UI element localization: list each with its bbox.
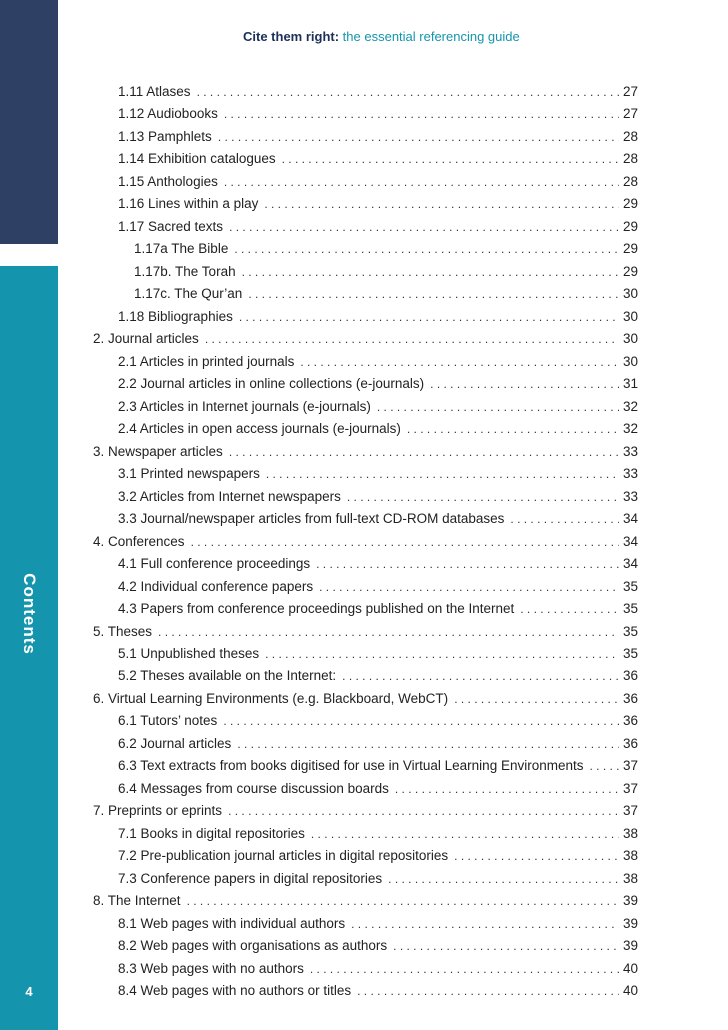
toc-entry[interactable] [118,421,638,444]
toc-entry-page: 35 [622,623,638,639]
toc-entry-page: 36 [622,668,638,684]
toc-entry-page: 30 [622,331,638,347]
toc-entry-page: 30 [622,308,638,324]
toc-entry-title: 8.1 Web pages with individual authors [118,915,346,931]
toc-entry[interactable] [118,354,638,377]
toc-entry[interactable] [118,736,638,759]
toc-entry-title: 5. Theses [93,623,153,639]
toc-entry-page: 27 [622,84,638,99]
page-number: 4 [25,984,33,999]
toc-entry-page: 30 [622,353,638,369]
dot-leader [242,265,619,279]
toc-entry-title: 1.17b. The Torah [134,263,236,279]
toc-entry-page: 29 [622,241,638,257]
dot-leader [228,804,619,818]
toc-entry-page: 34 [622,511,638,527]
toc-entry[interactable] [118,399,638,422]
toc-entry[interactable] [93,893,638,916]
toc-entry[interactable] [118,106,638,129]
toc-entry-page: 33 [622,466,638,482]
toc-entry-title: 4.3 Papers from conference proceedings published on the Internet [118,601,515,617]
toc-entry-page: 34 [622,556,638,572]
dot-leader [393,939,619,953]
dot-leader [316,557,619,571]
toc-entry-page: 28 [622,128,638,144]
toc-entry[interactable] [118,556,638,579]
toc-entry-page: 36 [622,735,638,751]
dot-leader [347,490,619,504]
toc-entry-page: 35 [622,601,638,617]
toc-entry[interactable] [118,309,638,332]
toc-entry[interactable] [118,84,638,107]
toc-entry[interactable] [118,758,638,781]
dot-leader [311,827,619,841]
toc-entry-title: 4.1 Full conference proceedings [118,556,311,572]
toc-entry-page: 29 [622,218,638,234]
toc-entry-title: 3. Newspaper articles [93,443,223,459]
dot-leader [264,197,619,211]
toc-entry-page: 37 [622,780,638,796]
toc-entry[interactable] [93,331,638,354]
toc-entry[interactable] [118,916,638,939]
toc-entry[interactable] [118,713,638,736]
dot-leader [158,625,619,639]
dot-leader [342,669,619,683]
dot-leader [520,602,619,616]
toc-entry[interactable] [118,579,638,602]
running-header-subtitle: the essential referencing guide [339,29,520,44]
dot-leader [239,310,619,324]
toc-entry-title: 3.1 Printed newspapers [118,466,260,482]
toc-entry-page: 27 [622,106,638,122]
dot-leader [590,759,619,773]
toc-entry-title: 1.17a The Bible [134,241,229,257]
dot-leader [187,894,619,908]
toc-entry-title: 1.15 Anthologies [118,173,218,189]
toc-entry-title: 2. Journal articles [93,331,199,347]
dot-leader [224,107,619,121]
toc-entry[interactable] [118,961,638,984]
toc-entry-page: 40 [622,983,638,999]
dot-leader [191,535,619,549]
toc-entry[interactable] [118,376,638,399]
dot-leader [388,872,619,886]
toc-entry-title: 2.1 Articles in printed journals [118,353,295,369]
toc-entry-title: 3.3 Journal/newspaper articles from full-text CD-ROM databases [118,511,505,527]
toc-entry-page: 37 [622,758,638,774]
toc-entry-title: 8.2 Web pages with organisations as authors [118,938,388,954]
toc-entry[interactable] [93,691,638,714]
dot-leader [223,714,619,728]
dot-leader [510,512,619,526]
toc-entry[interactable] [118,848,638,871]
toc-entry-page: 38 [622,825,638,841]
toc-entry-title: 4.2 Individual conference papers [118,578,314,594]
toc-entry[interactable] [118,129,638,152]
toc-entry-page: 28 [622,151,638,167]
toc-entry-page: 37 [622,803,638,819]
dot-leader [319,580,619,594]
dot-leader [197,85,619,99]
toc-entry-title: 1.12 Audiobooks [118,106,218,122]
toc-entry[interactable] [134,264,638,287]
toc-entry[interactable] [93,803,638,826]
toc-entry-title: 1.16 Lines within a play [118,196,259,212]
toc-entry-page: 38 [622,848,638,864]
toc-entry-page: 39 [622,915,638,931]
section-label: Contents [20,573,39,655]
toc-entry-title: 6.4 Messages from course discussion boards [118,780,389,796]
toc-entry[interactable] [118,219,638,242]
dot-leader [377,400,619,414]
toc-entry[interactable] [93,534,638,557]
toc-entry-title: 7. Preprints or eprints [93,803,223,819]
dot-leader [248,287,619,301]
toc-entry-title: 7.2 Pre-publication journal articles in digital repositories [118,848,449,864]
dot-leader [454,692,619,706]
toc-entry-title: 7.1 Books in digital repositories [118,825,305,841]
toc-entry-page: 33 [622,488,638,504]
dot-leader [205,332,619,346]
toc-entry[interactable] [118,601,638,624]
toc-entry[interactable] [93,624,638,647]
toc-entry-title: 1.13 Pamphlets [118,128,212,144]
toc-entry-page: 29 [622,263,638,279]
toc-entry-title: 1.14 Exhibition catalogues [118,151,276,167]
dot-leader [351,917,619,931]
toc-entry[interactable] [93,444,638,467]
toc-entry-page: 30 [622,286,638,302]
dot-leader [310,962,619,976]
toc-entry[interactable] [118,196,638,219]
toc-entry-title: 5.1 Unpublished theses [118,646,260,661]
toc-entry-title: 3.2 Articles from Internet newspapers [118,488,341,504]
toc-entry-page: 29 [622,196,638,212]
toc-entry-title: 5.2 Theses available on the Internet: [118,668,337,684]
toc-entry-page: 32 [622,421,638,437]
toc-entry-title: 6.2 Journal articles [118,735,232,751]
dot-leader [430,377,619,391]
toc-entry-page: 39 [622,938,638,954]
toc-entry-title: 1.17c. The Qur’an [134,286,243,302]
toc-entry-title: 7.3 Conference papers in digital repositories [118,870,383,886]
toc-entry-title: 2.3 Articles in Internet journals (e-journals) [118,398,371,414]
toc-entry-title: 1.17 Sacred texts [118,218,224,234]
toc-entry-page: 33 [622,443,638,459]
toc-entry-title: 8.3 Web pages with no authors [118,960,304,976]
toc-entry-page: 35 [622,646,638,661]
toc-entry[interactable] [118,174,638,197]
dot-leader [357,984,619,998]
dot-leader [229,220,619,234]
toc-entry[interactable] [134,286,638,309]
dot-leader [454,849,619,863]
toc-entry[interactable] [134,241,638,264]
toc-entry[interactable] [118,489,638,512]
toc-entry-title: 4. Conferences [93,533,185,549]
toc-entry[interactable] [118,466,638,489]
toc-entry-page: 35 [622,578,638,594]
toc-entry-page: 39 [622,893,638,909]
toc-entry-title: 8.4 Web pages with no authors or titles [118,983,352,999]
toc-entry-title: 6.3 Text extracts from books digitised for use in Virtual Learning Environments [118,758,584,774]
sidebar-top-block [0,0,58,244]
dot-leader [282,152,619,166]
toc-entry[interactable] [118,511,638,534]
toc-entry[interactable] [118,781,638,804]
toc-entry-page: 28 [622,173,638,189]
dot-leader [266,467,619,481]
toc-entry[interactable] [118,151,638,174]
toc-entry-page: 40 [622,960,638,976]
toc-entry[interactable] [118,938,638,961]
toc-entry-title: 6. Virtual Learning Environments (e.g. Blackboard, WebCT) [93,690,449,706]
dot-leader [407,422,619,436]
toc-entry-title: 1.18 Bibliographies [118,308,233,324]
toc-entry-page: 32 [622,398,638,414]
toc-entry[interactable] [118,826,638,849]
dot-leader [218,130,619,144]
toc-entry[interactable] [118,646,638,669]
dot-leader [265,647,619,661]
dot-leader [229,445,619,459]
dot-leader [395,782,619,796]
toc-entry-title: 2.2 Journal articles in online collections (e-journals) [118,376,425,392]
toc-entry[interactable] [118,668,638,691]
toc-entry-title: 6.1 Tutors’ notes [118,713,218,729]
running-header-title: Cite them right: [243,29,340,44]
toc-entry[interactable] [118,871,638,894]
dot-leader [234,242,619,256]
dot-leader [237,737,619,751]
toc-entry-page: 34 [622,533,638,549]
toc-entry[interactable] [118,983,638,1006]
toc-entry-page: 31 [622,376,638,392]
toc-entry-title: 8. The Internet [93,893,181,909]
running-header [243,29,520,44]
dot-leader [300,355,619,369]
toc-entry-page: 36 [622,690,638,706]
toc-entry-title: 1.11 Atlases [118,84,191,99]
dot-leader [224,175,619,189]
toc-entry-page: 38 [622,870,638,886]
toc-entry-page: 36 [622,713,638,729]
toc-entry-title: 2.4 Articles in open access journals (e-journals) [118,421,401,437]
